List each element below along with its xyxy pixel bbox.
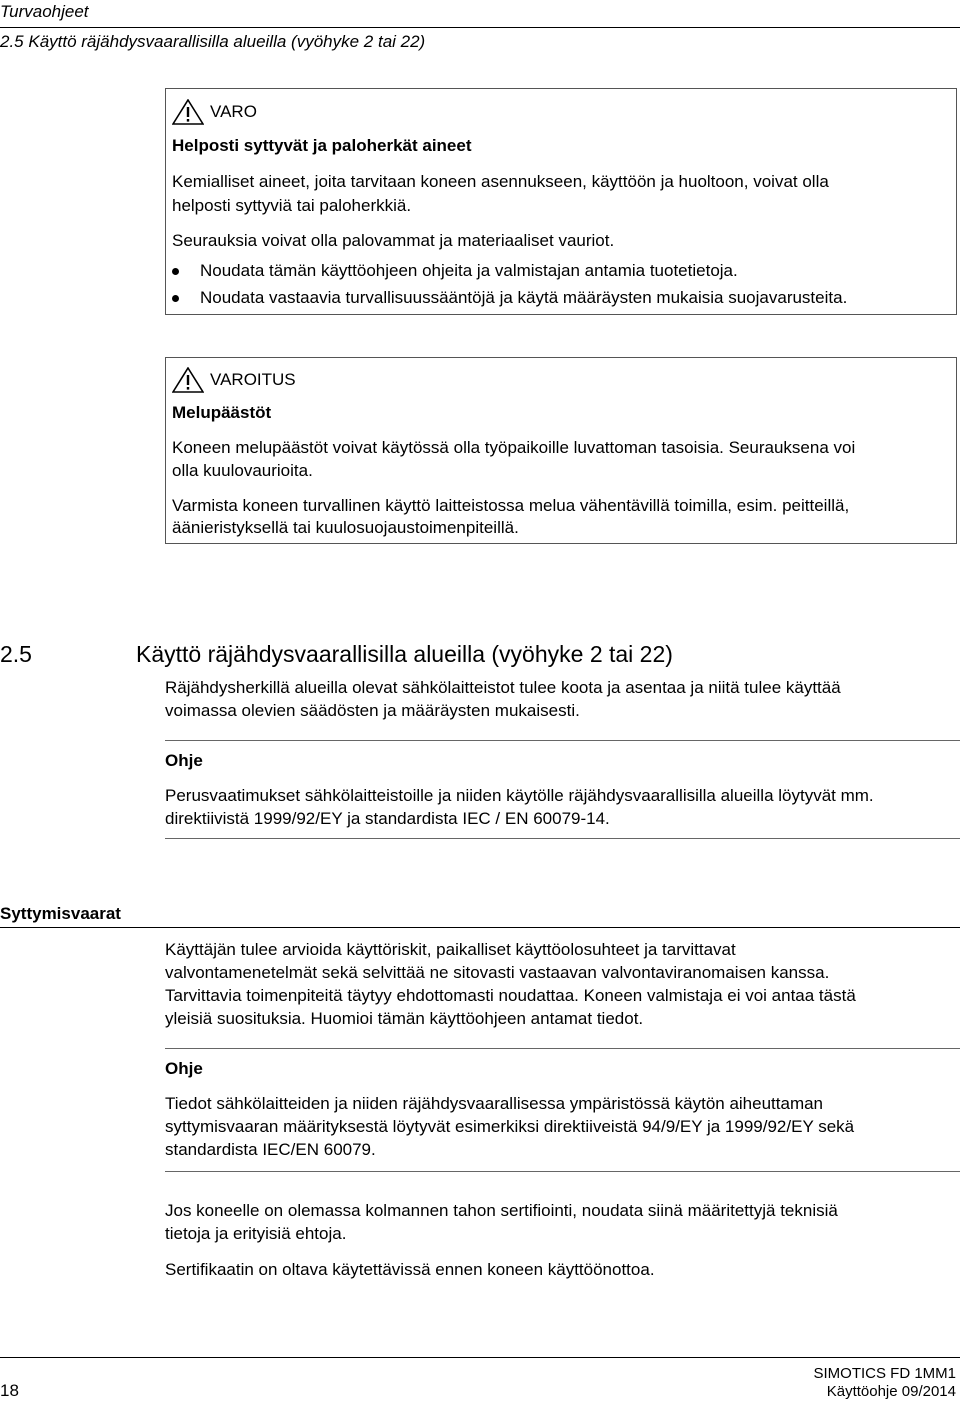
section-heading: Käyttö räjähdysvaarallisilla alueilla (vyöhyke 2 tai 22): [136, 641, 673, 667]
footer-divider: [0, 1357, 960, 1358]
intro-line: Räjähdysherkillä alueilla olevat sähkölaitteistot tulee koota ja asentaa ja niitä tulee käyttää: [165, 678, 841, 697]
bullet-dot-icon: [172, 295, 179, 302]
warning-text-line: Koneen melupäästöt voivat käytössä olla työpaikoille luvattoman tasoisia. Seurauksena voi: [172, 438, 856, 457]
note-divider: [165, 740, 960, 741]
caution-text-line: helposti syttyviä tai paloherkkiä.: [172, 196, 412, 215]
caution-text-line: Kemialliset aineet, joita tarvitaan koneen asennukseen, käyttöön ja huoltoon, voivat olla: [172, 172, 829, 191]
certification-sentence: Sertifikaatin on oltava käytettävissä ennen koneen käyttöönottoa.: [165, 1260, 655, 1279]
certification-line: Jos koneelle on olemassa kolmannen tahon sertifiointi, noudata siinä määritettyjä teknisiä: [165, 1201, 838, 1220]
ignition-line: yleisiä suosituksia. Huomioi tämän käyttöohjeen antamat tiedot.: [165, 1009, 644, 1028]
caution-header: [172, 99, 257, 125]
bullet-text: Noudata tämän käyttöohjeen ohjeita ja valmistajan antamia tuotetietoja.: [200, 261, 738, 280]
warning-text-line: äänieristyksellä tai kuulosuojaustoimenpiteillä.: [172, 518, 519, 537]
warning-text-line: Varmista koneen turvallinen käyttö laitteistossa melua vähentävillä toimilla, esim. peitteillä,: [172, 496, 850, 515]
warning-notice: [165, 357, 957, 544]
bullet-dot-icon: [172, 268, 179, 275]
section-number: 2.5: [0, 641, 32, 667]
warning-title: Melupäästöt: [172, 403, 272, 422]
caution-title: Helposti syttyvät ja paloherkät aineet: [172, 136, 472, 155]
note-label: Ohje: [165, 1059, 203, 1078]
footer-manual: Käyttöohje 09/2014: [826, 1383, 956, 1400]
note-line: direktiivistä 1999/92/EY ja standardista IEC / EN 60079-14.: [165, 809, 610, 828]
caution-label: VARO: [210, 102, 257, 121]
note-divider: [165, 1048, 960, 1049]
caution-bullet: [172, 287, 847, 309]
intro-line: voimassa olevien säädösten ja määräysten mukaisesti.: [165, 701, 580, 720]
warning-label: VAROITUS: [210, 370, 296, 389]
ignition-line: Käyttäjän tulee arvioida käyttöriskit, paikalliset käyttöolosuhteet ja tarvittavat: [165, 940, 736, 959]
certification-line: tietoja ja erityisiä ehtoja.: [165, 1224, 347, 1243]
warning-triangle-icon: [172, 367, 204, 393]
note-line: syttymisvaaran määrityksestä löytyvät esimerkiksi direktiiveistä 94/9/EY ja 1999/92/EY sekä: [165, 1117, 855, 1136]
note-line: Tiedot sähkölaitteiden ja niiden räjähdysvaarallisessa ympäristössä käytön aiheuttaman: [165, 1094, 824, 1113]
side-heading: Syttymisvaarat: [0, 904, 121, 923]
note-divider: [165, 838, 960, 839]
warning-triangle-icon: [172, 99, 204, 125]
note-divider: [165, 1171, 960, 1172]
footer-product: SIMOTICS FD 1MM1: [813, 1365, 956, 1382]
header-divider: [0, 27, 960, 28]
bullet-text: Noudata vastaavia turvallisuussääntöjä ja käytä määräysten mukaisia suojavarusteita.: [200, 288, 848, 307]
caution-bullet: [172, 260, 738, 282]
section-subtitle: 2.5 Käyttö räjähdysvaarallisilla alueilla (vyöhyke 2 tai 22): [0, 32, 426, 51]
side-heading-divider: [0, 927, 960, 928]
ignition-line: Tarvittavia toimenpiteitä täytyy ehdottomasti noudattaa. Koneen valmistaja ei voi antaa tästä: [165, 986, 856, 1005]
note-line: Perusvaatimukset sähkölaitteistoille ja niiden käytölle räjähdysvaarallisilla alueilla löytyvät mm.: [165, 786, 874, 805]
page-number: 18: [0, 1381, 19, 1400]
warning-text-line: olla kuulovaurioita.: [172, 461, 313, 480]
caution-consequence: Seurauksia voivat olla palovammat ja materiaaliset vauriot.: [172, 231, 615, 250]
chapter-title: Turvaohjeet: [0, 2, 89, 21]
caution-notice: [165, 88, 957, 315]
note-label: Ohje: [165, 751, 203, 770]
warning-header: [172, 367, 296, 393]
note-line: standardista IEC/EN 60079.: [165, 1140, 376, 1159]
ignition-line: valvontamenetelmät sekä selvittää ne sitovasti vastaavan valvontaviranomaisen kanssa.: [165, 963, 830, 982]
